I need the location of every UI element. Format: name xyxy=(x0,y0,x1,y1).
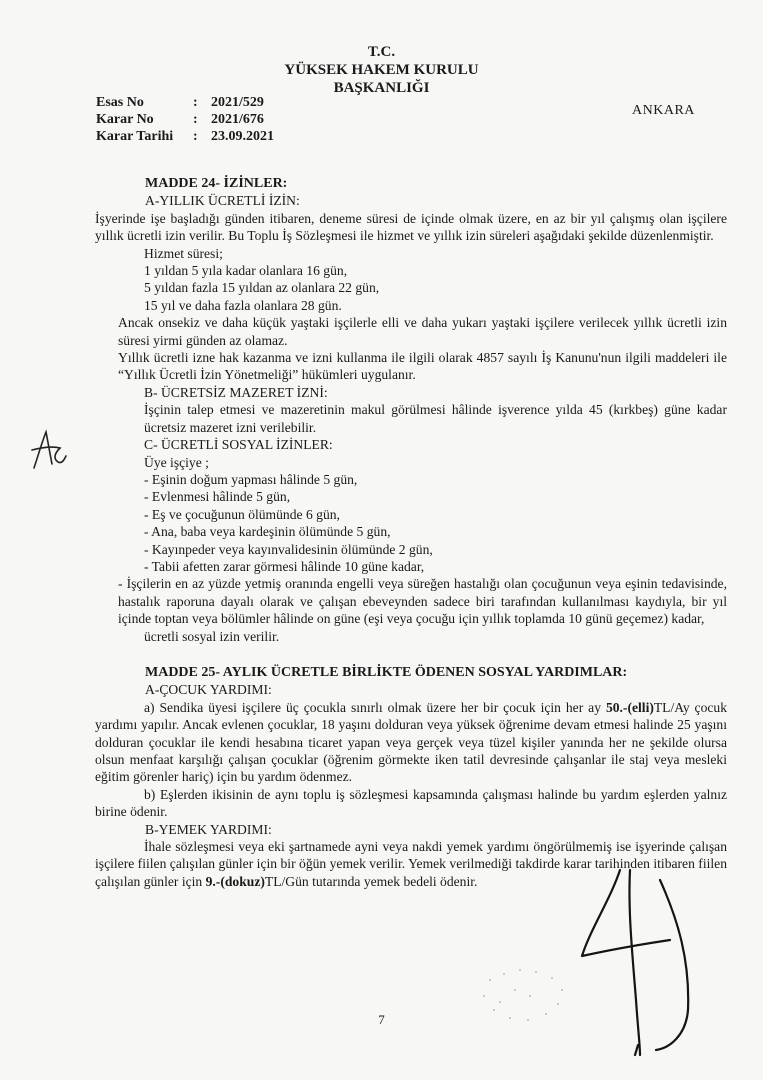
handwritten-initial xyxy=(26,428,70,472)
city-label: ANKARA xyxy=(632,103,695,118)
meta-value: 23.09.2021 xyxy=(211,129,274,144)
child-aid-amount: 50.-(elli) xyxy=(605,699,654,715)
paragraph: Yıllık ücretli izne hak kazanma ve izni kullanma ile ilgili olarak 4857 sayılı İş Kanunu'nun ilgili maddeleri ile “Yıllık Ücretli İzin Yönetmeliği” hükümleri uygulanır. xyxy=(118,350,727,383)
paragraph: İşçinin talep etmesi ve mazeretinin makul görülmesi hâlinde işverence yılda 45 (kırkbeş) güne kadar ücretsiz mazeret izni verilebilir. xyxy=(144,402,727,435)
service-line: 15 yıl ve daha fazla olanlara 28 gün. xyxy=(144,297,342,313)
list-item: - Eşinin doğum yapması hâlinde 5 gün, xyxy=(144,471,358,487)
article-25-title: MADDE 25- AYLIK ÜCRETLE BİRLİKTE ÖDENEN SOSYAL YARDIMLAR: xyxy=(145,664,628,680)
faint-stamp xyxy=(470,960,580,1030)
article-24-title: MADDE 24- İZİNLER: xyxy=(145,176,288,191)
meta-label: Karar No xyxy=(96,112,154,127)
closing-line: ücretli sosyal izin verilir. xyxy=(144,628,280,644)
service-line: 5 yıldan fazla 15 yıldan az olanlara 22 gün, xyxy=(144,280,380,296)
paragraph: b) Eşlerden ikisinin de aynı toplu iş sözleşmesi kapsamında çalışması halinde bu yardım eşlerden yalnız birine ödenir. xyxy=(95,786,727,820)
header-institution: YÜKSEK HAKEM KURULU xyxy=(284,62,479,78)
paragraph: Ancak onsekiz ve daha küçük yaştaki işçilerle elli ve daha yukarı yaştaki işçilere verilecek yıllık ücretli izin süresi yirmi günden az olamaz. xyxy=(118,315,727,348)
child-aid-paragraph: a) Sendika üyesi işçilere üç çocukla sınırlı olmak üzere her bir çocuk için her ay 50.-(elli)TL/Ay çocuk yardımı yapılır. Ancak evlenen çocuklar, 18 yaşını dolduran veya yüksek öğrenime devam etmesi halinde 25 yaşını dolduran çocuklar ile kendi hesabına ticaret yapan veya gerçek veya tüzel kişiler yanında her ne şekilde olursa olsun menfaat karşılığı çalışan çocuklar (öğrenim görmekte iken tatil devresinde çalışanlar ile staj veya mesleki eğitim görenler hariç) için bu yardım ödenmez. xyxy=(95,699,728,785)
list-item: - İşçilerin en az yüzde yetmiş oranında engelli veya süreğen hastalığı olan çocuğunun veya eşinin tedavisinde, hastalık raporuna dayalı olarak ve çalışan ebeveynden sadece biri tarafından kullanılması kaydıyla, bir yıl içinde toptan veya bölümler hâlinde on güne (eşi veya çocuğu için yıllık toplamda 10 günü geçemez) kadar, xyxy=(118,576,727,627)
meta-row-tarih: Karar Tarihi : 23.09.2021 xyxy=(96,129,274,144)
meal-aid-paragraph: İhale sözleşmesi veya eki şartnamede ayni veya nakdi yemek yardımı öngörülmemiş ise işyerinde çalışan işçilere fiilen çalışılan günler için bir öğün yemek verilir. Yemek verilmediği takdirde karar tarihinden itibaren fiilen çalışılan günler için 9.-(dokuz)TL/Gün tutarında yemek bedeli ödenir. xyxy=(95,839,727,889)
list-item: - Kayınpeder veya kayınvalidesinin ölümünde 2 gün, xyxy=(144,541,433,557)
section-a-title: A-YILLIK ÜCRETLİ İZİN: xyxy=(145,193,300,209)
meta-label: Esas No xyxy=(96,95,144,110)
meta-value: 2021/529 xyxy=(211,95,264,110)
paragraph: İşyerinde işe başladığı günden itibaren, deneme süresi de içinde olmak üzere, en az bir yıl çalışmış olan işçilere yıllık ücretli izin verilir. Bu Toplu İş Sözleşmesi ile hizmet ve yıllık izin süreleri aşağıdaki şekilde düzenlenmiştir. xyxy=(95,210,727,244)
meta-value: 2021/676 xyxy=(211,112,264,127)
list-item: - Evlenmesi hâlinde 5 gün, xyxy=(144,489,291,505)
service-heading: Hizmet süresi; xyxy=(144,245,223,261)
header-presidency: BAŞKANLIĞI xyxy=(333,80,430,96)
meta-label: Karar Tarihi xyxy=(96,129,174,144)
list-item: - Eş ve çocuğunun ölümünde 6 gün, xyxy=(144,506,340,522)
member-heading: Üye işçiye ; xyxy=(144,454,209,470)
service-line: 1 yıldan 5 yıla kadar olanlara 16 gün, xyxy=(144,263,348,279)
list-item: - Tabii afetten zarar görmesi hâlinde 10 güne kadar, xyxy=(144,558,425,574)
handwritten-signature xyxy=(560,860,750,1060)
page-number: 7 xyxy=(378,1012,385,1027)
header-tc: T.C. xyxy=(367,44,396,60)
section-c-title: C- ÜCRETLİ SOSYAL İZİNLER: xyxy=(144,437,333,453)
document-body xyxy=(95,175,727,890)
meal-aid-amount: 9.-(dokuz) xyxy=(205,873,265,889)
case-meta xyxy=(96,94,274,145)
list-item: - Ana, baba veya kardeşinin ölümünde 5 gün, xyxy=(144,524,391,540)
child-aid-title: A-ÇOCUK YARDIMI: xyxy=(145,682,272,698)
meta-row-esas: Esas No : 2021/529 xyxy=(96,95,264,110)
meal-aid-title: B-YEMEK YARDIMI: xyxy=(145,821,272,837)
meta-row-karar: Karar No : 2021/676 xyxy=(96,112,264,127)
section-b-title: B- ÜCRETSİZ MAZERET İZNİ: xyxy=(144,384,328,400)
